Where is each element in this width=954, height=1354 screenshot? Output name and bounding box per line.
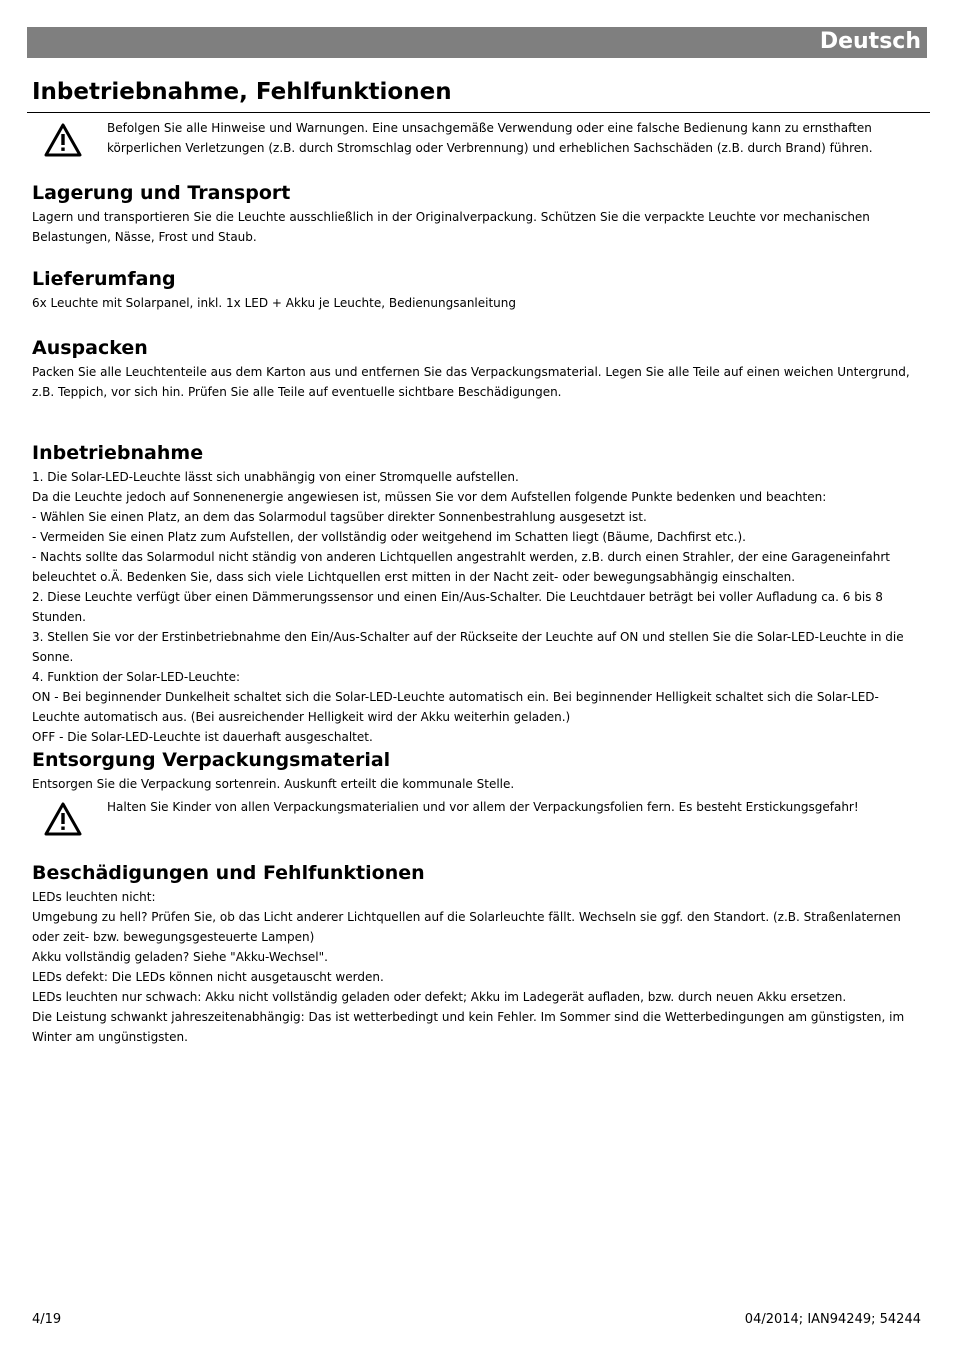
section-heading: Lagerung und Transport — [32, 182, 291, 204]
section-heading: Beschädigungen und Fehlfunktionen — [32, 862, 425, 884]
commissioning-line: - Wählen Sie einen Platz, an dem das Solarmodul tagsüber direkter Sonnenbestrahlung ausgesetzt ist. — [32, 510, 647, 524]
commissioning-line: - Nachts sollte das Solarmodul nicht ständig von anderen Lichtquellen angestrahlt werden, z.B. durch einen Strahler, der eine Garageneinfahrt beleuchtet o.Ä. Bedenken Sie, dass sich viele Lichtquellen erst mitten in der Nacht zeit- oder bewegungsabhängig einschalten. — [32, 550, 890, 584]
faults-line: LEDs defekt: Die LEDs können nicht ausgetauscht werden. — [32, 970, 384, 984]
section-delivery — [32, 267, 924, 313]
commissioning-line: OFF - Die Solar-LED-Leuchte ist dauerhaft ausgeschaltet. — [32, 730, 373, 744]
disposal-text: Entsorgen Sie die Verpackung sortenrein. Auskunft erteilt die kommunale Stelle. — [32, 777, 515, 791]
delivery-text: 6x Leuchte mit Solarpanel, inkl. 1x LED + Akku je Leuchte, Bedienungsanleitung — [32, 296, 517, 310]
page-title: Inbetriebnahme, Fehlfunktionen — [32, 79, 452, 105]
language-header-bar — [27, 27, 927, 58]
safety-warning-text: Befolgen Sie alle Hinweise und Warnungen. Eine unsachgemäße Verwendung oder eine falsche Bedienung kann zu ernsthaften körperlichen Verletzungen (z.B. durch Stromschlag oder Verbrennung) und erheblichen Sachschäden (z.B. durch Brand) führen. — [107, 121, 873, 155]
commissioning-line: Da die Leuchte jedoch auf Sonnenenergie angewiesen ist, müssen Sie vor dem Aufstellen folgende Punkte bedenken und beachten: — [32, 490, 827, 504]
commissioning-line: 3. Stellen Sie vor der Erstinbetriebnahme den Ein/Aus-Schalter auf der Rückseite der Leuchte auf ON und stellen Sie die Solar-LED-Leuchte in die Sonne. — [32, 630, 904, 664]
title-divider — [27, 112, 930, 113]
section-unpacking — [32, 336, 924, 402]
faults-line: LEDs leuchten nur schwach: Akku nicht vollständig geladen oder defekt; Akku im Ladegerät aufladen, bzw. durch neuen Akku ersetzen. — [32, 990, 847, 1004]
language-label: Deutsch — [819, 29, 921, 54]
warning-triangle-icon — [43, 122, 83, 158]
suffocation-warning-text: Halten Sie Kinder von allen Verpackungsmaterialien und vor allem der Verpackungsfolien fern. Es besteht Erstickungsgefahr! — [107, 800, 859, 814]
section-heading: Auspacken — [32, 337, 148, 359]
section-heading: Lieferumfang — [32, 268, 176, 290]
section-storage — [32, 181, 924, 247]
section-heading: Inbetriebnahme — [32, 442, 204, 464]
warning-triangle-icon — [43, 801, 83, 837]
faults-line: Akku vollständig geladen? Siehe "Akku-Wechsel". — [32, 950, 328, 964]
commissioning-line: 4. Funktion der Solar-LED-Leuchte: — [32, 670, 240, 684]
storage-text: Lagern und transportieren Sie die Leuchte ausschließlich in der Originalverpackung. Schützen Sie die verpackte Leuchte vor mechanischen Belastungen, Nässe, Frost und Staub. — [32, 210, 870, 244]
faults-line: Umgebung zu hell? Prüfen Sie, ob das Licht anderer Lichtquellen auf die Solarleuchte fällt. Wechseln sie ggf. den Standort. (z.B. Straßenlaternen oder zeit- bzw. bewegungsgesteuerte Lampen) — [32, 910, 901, 944]
commissioning-line: ON - Bei beginnender Dunkelheit schaltet sich die Solar-LED-Leuchte automatisch ein. Bei beginnender Helligkeit schaltet sich die Solar-LED-Leuchte automatisch aus. (Bei ausreichender Helligkeit wird der Akku weiterhin geladen.) — [32, 690, 879, 724]
section-faults — [32, 861, 924, 1047]
unpacking-text: Packen Sie alle Leuchtenteile aus dem Karton aus und entfernen Sie das Verpackungsmaterial. Legen Sie alle Teile auf einen weichen Untergrund, z.B. Teppich, vor sich hin. Prüfen Sie alle Teile auf eventuelle sichtbare Beschädigungen. — [32, 365, 910, 399]
commissioning-line: 1. Die Solar-LED-Leuchte lässt sich unabhängig von einer Stromquelle aufstellen. — [32, 470, 519, 484]
faults-line: Die Leistung schwankt jahreszeitenabhängig: Das ist wetterbedingt und kein Fehler. Im Sommer sind die Wetterbedingungen am günstigsten, im Winter am ungünstigsten. — [32, 1010, 905, 1044]
faults-line: LEDs leuchten nicht: — [32, 890, 156, 904]
section-commissioning — [32, 441, 924, 747]
commissioning-line: - Vermeiden Sie einen Platz zum Aufstellen, der vollständig oder weitgehend im Schatten liegt (Bäume, Dachfirst etc.). — [32, 530, 746, 544]
commissioning-line: 2. Diese Leuchte verfügt über einen Dämmerungssensor und einen Ein/Aus-Schalter. Die Leuchtdauer beträgt bei voller Aufladung ca. 6 bis 8 Stunden. — [32, 590, 883, 624]
document-reference: 04/2014; IAN94249; 54244 — [744, 1312, 921, 1327]
section-disposal — [32, 748, 924, 794]
page-number: 4/19 — [32, 1312, 62, 1327]
section-heading: Entsorgung Verpackungsmaterial — [32, 749, 391, 771]
